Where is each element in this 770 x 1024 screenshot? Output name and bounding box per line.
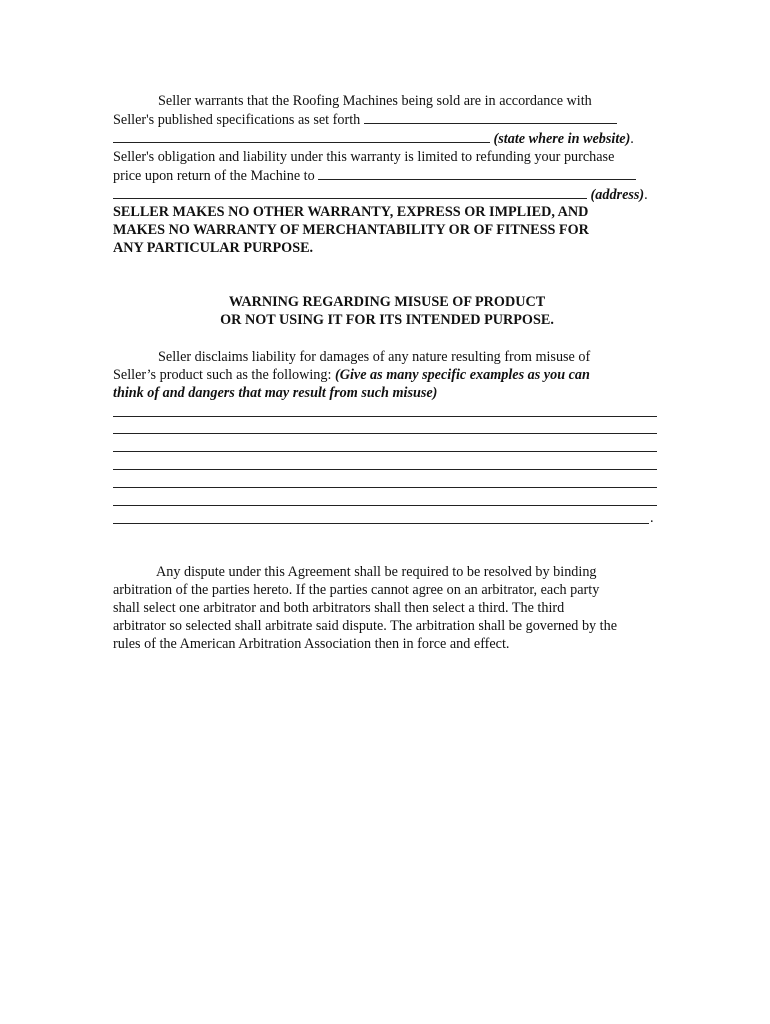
misuse-final-period: . — [650, 510, 654, 527]
arbitration-text-5: rules of the American Arbitration Association then in force and effect. — [113, 635, 510, 652]
warning-heading-text-2: OR NOT USING IT FOR ITS INTENDED PURPOSE. — [220, 312, 554, 329]
warning-line-1 — [113, 349, 661, 367]
spec-blank-field[interactable] — [364, 111, 617, 124]
arbitration-line-4 — [113, 618, 661, 636]
warning-section — [113, 349, 661, 528]
arbitration-line-1 — [113, 564, 661, 582]
disclaimer-line-3 — [113, 240, 661, 258]
arbitration-text-4: arbitrator so selected shall arbitrate said dispute. The arbitration shall be governed by the — [113, 617, 618, 634]
misuse-blank-line-2[interactable] — [113, 421, 661, 439]
address-hint: (address) — [590, 186, 645, 203]
document-body — [113, 93, 661, 653]
warning-line-2 — [113, 367, 661, 385]
warranty-text-4: Seller's obligation and liability under this warranty is limited to refunding your purchase — [113, 148, 615, 165]
warning-line-3 — [113, 385, 661, 403]
disclaimer-text-1: SELLER MAKES NO OTHER WARRANTY, EXPRESS OR IMPLIED, AND — [113, 204, 589, 221]
arbitration-section — [113, 564, 661, 654]
warranty-line-5 — [113, 167, 661, 186]
website-blank-field[interactable] — [113, 130, 490, 143]
misuse-blank-line-3[interactable] — [113, 438, 661, 456]
examples-hint-2: think of and dangers that may result from such misuse) — [113, 384, 438, 401]
examples-hint-1: (Give as many specific examples as you can — [334, 366, 590, 383]
warranty-section — [113, 93, 661, 258]
warning-text-2: Seller’s product such as the following: — [113, 366, 332, 383]
warning-heading-text-1: WARNING REGARDING MISUSE OF PRODUCT — [228, 294, 546, 311]
disclaimer-line-1 — [113, 204, 661, 222]
arbitration-line-3 — [113, 600, 661, 618]
warranty-line-2 — [113, 111, 661, 130]
warning-heading — [113, 294, 661, 330]
warranty-text-2: Seller's published specifications as set forth — [113, 111, 361, 128]
warranty-period-2: . — [644, 186, 648, 203]
arbitration-text-1: Any dispute under this Agreement shall be required to be resolved by binding — [156, 563, 597, 580]
warranty-line-6 — [113, 186, 661, 205]
misuse-blank-line-7[interactable] — [113, 510, 661, 528]
arbitration-text-2: arbitration of the parties hereto. If the parties cannot agree on an arbitrator, each party — [113, 581, 600, 598]
warning-text-1: Seller disclaims liability for damages of any nature resulting from misuse of — [158, 348, 591, 365]
arbitration-text-3: shall select one arbitrator and both arbitrators shall then select a third. The third — [113, 599, 565, 616]
warning-heading-line-1 — [113, 294, 661, 312]
misuse-blank-line-5[interactable] — [113, 474, 661, 492]
misuse-blank-line-1[interactable] — [113, 403, 661, 421]
arbitration-line-5 — [113, 636, 661, 654]
disclaimer-text-3: ANY PARTICULAR PURPOSE. — [113, 240, 314, 257]
warranty-text-1: Seller warrants that the Roofing Machines being sold are in accordance with — [158, 93, 592, 109]
return-address-blank-2[interactable] — [113, 186, 587, 199]
misuse-blank-line-6[interactable] — [113, 492, 661, 510]
misuse-blank-line-4[interactable] — [113, 456, 661, 474]
warranty-line-3 — [113, 130, 661, 149]
warranty-line-4 — [113, 149, 661, 167]
warranty-text-5: price upon return of the Machine to — [113, 167, 315, 184]
warranty-line-1 — [113, 93, 661, 111]
disclaimer-line-2 — [113, 222, 661, 240]
disclaimer-text-2: MAKES NO WARRANTY OF MERCHANTABILITY OR OF FITNESS FOR — [113, 222, 589, 239]
warranty-period-1: . — [630, 130, 634, 147]
warning-heading-line-2 — [113, 312, 661, 330]
arbitration-line-2 — [113, 582, 661, 600]
return-address-blank-1[interactable] — [318, 167, 636, 180]
website-hint: (state where in website) — [493, 130, 631, 147]
